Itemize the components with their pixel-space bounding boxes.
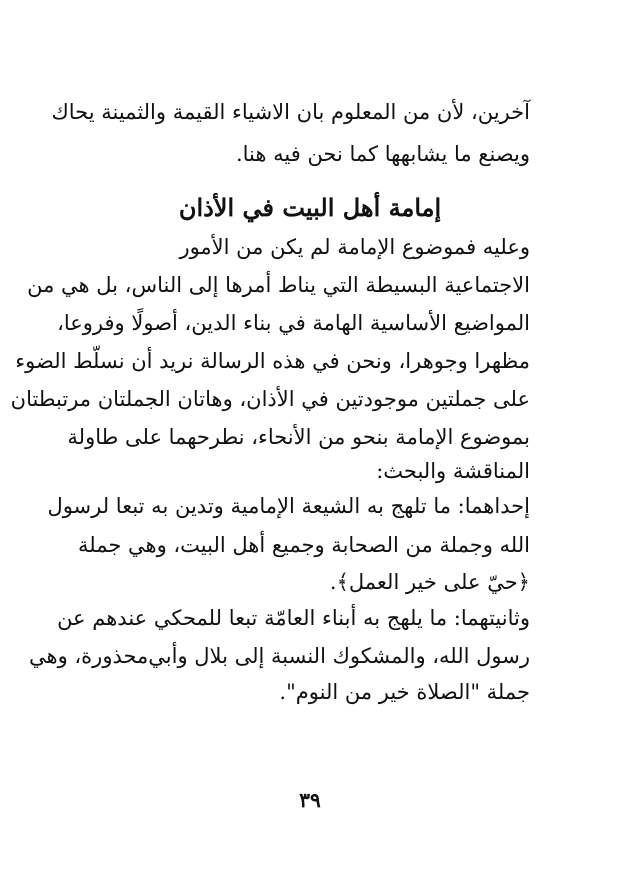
paragraph-line-5: على جملتين موجودتين في الأذان، وهاتان الجملتان مرتبطتان: [10, 387, 530, 411]
intro-line-1: آخرين، لأن من المعلوم بان الاشياء القيمة والثمينة يحاك: [51, 100, 530, 124]
paragraph-line-3: المواضيع الأساسية الهامة في بناء الدين، أصولًا وفروعا،: [57, 311, 530, 335]
first-item-line-3: ﴿حيّ على خير العمل﴾.: [329, 570, 530, 594]
paragraph-line-2: الاجتماعية البسيطة التي يناط أمرها إلى الناس، بل هي من: [27, 273, 530, 297]
paragraph-line-4: مظهرا وجوهرا، ونحن في هذه الرسالة نريد أن نسلّط الضوء: [15, 349, 530, 373]
intro-line-2: ويصنع ما يشابهها كما نحن فيه هنا.: [235, 142, 530, 166]
paragraph-line-1: وعليه فموضوع الإمامة لم يكن من الأمور: [179, 235, 530, 259]
second-item-line-1: وثانيتهما: ما يلهج به أبناء العامّة تبعا للمحكي عندهم عن: [57, 606, 530, 630]
second-item-line-2: رسول الله، والمشكوك النسبة إلى بلال وأبي‌محذورة، وهي: [29, 644, 530, 668]
section-heading: إمامة أهل البيت في الأذان: [178, 193, 442, 222]
paragraph-line-7: المناقشة والبحث:: [376, 459, 530, 483]
paragraph-line-6: بموضوع الإمامة بنحو من الأنحاء، نطرحهما على طاولة: [67, 425, 530, 449]
second-item-line-3: جملة "الصلاة خير من النوم".: [279, 680, 530, 704]
page-number: ٣٩: [299, 788, 321, 812]
first-item-line-2: الله وجملة من الصحابة وجميع أهل البيت، وهي جملة: [77, 533, 530, 557]
first-item-line-1: إحداهما: ما تلهج به الشيعة الإمامية وتدين به تبعا لرسول: [47, 494, 530, 518]
